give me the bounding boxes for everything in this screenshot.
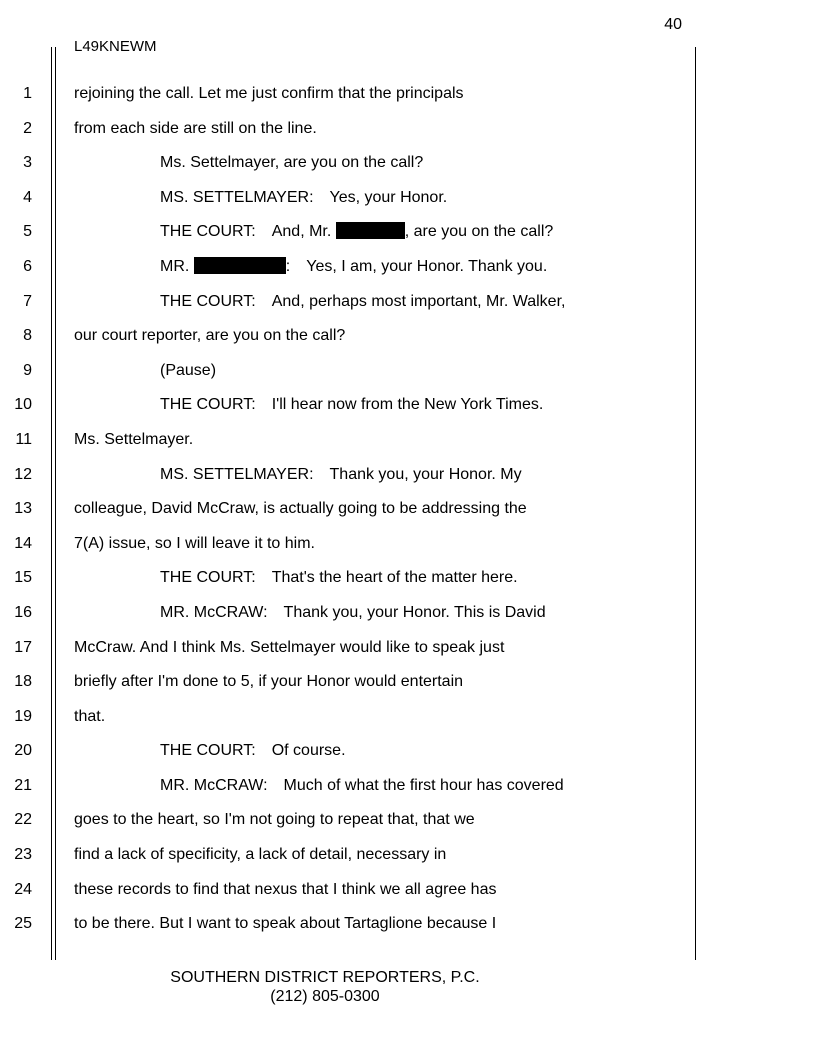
line-number: 21	[14, 776, 32, 794]
line-number: 11	[15, 430, 32, 448]
speaker-label: MR. McCRAW:	[160, 776, 268, 794]
transcript-line	[0, 324, 700, 359]
transcript-line	[0, 220, 700, 255]
line-number: 1	[23, 85, 32, 102]
speaker-label: MR. McCRAW:	[160, 603, 268, 621]
speaker-label: :	[285, 257, 291, 275]
line-number: 19	[14, 707, 32, 725]
transcript-line	[0, 290, 700, 325]
transcript-line	[0, 878, 700, 913]
transcript-line	[0, 428, 700, 463]
transcript-line	[0, 532, 700, 567]
transcript-line	[0, 636, 700, 671]
line-number: 4	[23, 188, 32, 206]
line-number: 10	[14, 396, 32, 414]
line-text	[160, 255, 547, 279]
speaker-label: MR.	[160, 257, 190, 275]
line-text: McCraw. And I think Ms. Settelmayer would like to speak just	[74, 638, 505, 656]
speech-text: And, perhaps most important, Mr. Walker,	[271, 292, 566, 310]
speaker-label: MS. SETTELMAYER:	[160, 465, 314, 483]
redaction-box	[194, 257, 286, 274]
speech-text: Yes, your Honor.	[329, 188, 448, 206]
line-text: rejoining the call. Let me just confirm that the principals	[74, 85, 464, 102]
speech-text: That's the heart of the matter here.	[271, 569, 518, 587]
transcript-line	[0, 82, 700, 117]
transcript-body	[0, 82, 700, 947]
speaker-label: THE COURT:	[160, 223, 256, 241]
line-text: that.	[74, 707, 106, 725]
speech-text: Yes, I am, your Honor. Thank you.	[306, 257, 548, 275]
speech-text: Of course.	[271, 742, 346, 760]
line-number: 24	[14, 880, 32, 898]
speech-text: And, Mr.	[271, 223, 332, 241]
transcript-line	[0, 463, 700, 498]
line-text	[160, 393, 543, 417]
line-number: 14	[14, 534, 32, 552]
transcript-line	[0, 117, 700, 152]
line-text: Ms. Settelmayer.	[74, 430, 194, 448]
line-text: these records to find that nexus that I think we all agree has	[74, 880, 497, 898]
line-text: to be there. But I want to speak about Tartaglione because I	[74, 915, 497, 933]
transcript-line	[0, 670, 700, 705]
line-text	[160, 290, 565, 314]
line-number: 2	[23, 119, 32, 137]
line-text: Ms. Settelmayer, are you on the call?	[160, 154, 424, 172]
line-text	[160, 739, 346, 763]
reporter-phone: (212) 805-0300	[270, 988, 380, 1005]
transcript-line	[0, 151, 700, 186]
page-number: 40	[664, 16, 682, 33]
speech-text: I'll hear now from the New York Times.	[271, 396, 544, 414]
transcript-line	[0, 808, 700, 843]
line-number: 25	[14, 915, 32, 933]
line-text	[160, 220, 553, 244]
line-number: 6	[23, 257, 32, 275]
line-text	[160, 601, 546, 625]
transcript-line	[0, 359, 700, 394]
transcript-line	[0, 566, 700, 601]
line-text	[160, 566, 518, 590]
speaker-label: THE COURT:	[160, 396, 256, 414]
line-number: 9	[23, 361, 32, 379]
transcript-line	[0, 774, 700, 809]
speaker-label: THE COURT:	[160, 742, 256, 760]
redaction-box	[336, 222, 405, 239]
line-number: 8	[23, 327, 32, 345]
case-identifier: L49KNEWM	[74, 38, 157, 55]
speaker-label: MS. SETTELMAYER:	[160, 188, 314, 206]
line-number: 5	[23, 223, 32, 241]
speech-text: Thank you, your Honor. This is David	[283, 603, 546, 621]
transcript-line	[0, 393, 700, 428]
line-text	[160, 774, 564, 798]
line-number: 16	[14, 603, 32, 621]
speech-text: , are you on the call?	[404, 223, 554, 241]
line-number: 3	[23, 154, 32, 172]
line-number: 12	[14, 465, 32, 483]
line-text: goes to the heart, so I'm not going to repeat that, that we	[74, 811, 475, 829]
line-number: 15	[14, 569, 32, 587]
speaker-label: THE COURT:	[160, 292, 256, 310]
line-text: our court reporter, are you on the call?	[74, 327, 346, 345]
transcript-line	[0, 705, 700, 740]
speech-text: Thank you, your Honor. My	[329, 465, 522, 483]
line-number: 17	[14, 638, 32, 656]
line-text: find a lack of specificity, a lack of detail, necessary in	[74, 846, 447, 864]
line-number: 13	[14, 500, 32, 518]
reporter-name: SOUTHERN DISTRICT REPORTERS, P.C.	[170, 969, 480, 986]
transcript-line	[0, 843, 700, 878]
speech-text: Much of what the first hour has covered	[283, 776, 564, 794]
line-text	[160, 186, 447, 210]
line-number: 22	[14, 811, 32, 829]
line-text	[160, 463, 522, 487]
transcript-line	[0, 186, 700, 221]
line-text: (Pause)	[160, 361, 217, 379]
line-number: 7	[23, 292, 32, 310]
speaker-label: THE COURT:	[160, 569, 256, 587]
line-number: 18	[14, 673, 32, 691]
line-number: 23	[14, 846, 32, 864]
transcript-line	[0, 255, 700, 290]
transcript-line	[0, 601, 700, 636]
transcript-line	[0, 739, 700, 774]
transcript-line	[0, 912, 700, 947]
transcript-line	[0, 497, 700, 532]
line-text: briefly after I'm done to 5, if your Honor would entertain	[74, 673, 464, 691]
line-number: 20	[14, 742, 32, 760]
line-text: 7(A) issue, so I will leave it to him.	[74, 534, 315, 552]
line-text: colleague, David McCraw, is actually going to be addressing the	[74, 500, 527, 518]
footer	[160, 968, 490, 1006]
line-text: from each side are still on the line.	[74, 119, 317, 137]
